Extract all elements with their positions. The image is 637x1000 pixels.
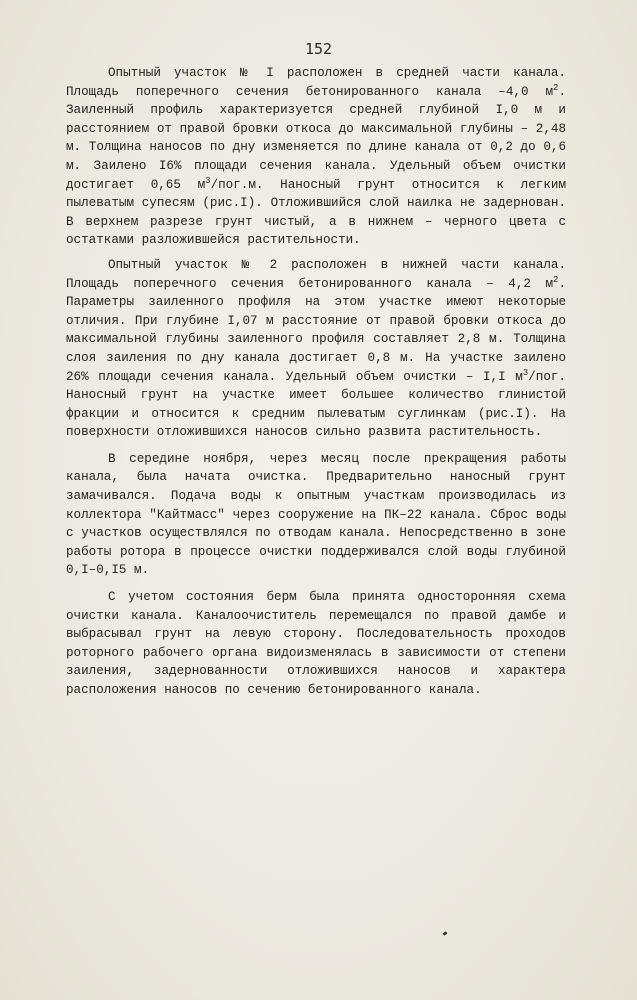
page-number: 152 [304, 40, 333, 58]
superscript: 2 [553, 274, 559, 285]
paragraph-text: Опытный участок № 2 расположен в нижней части канала. Площадь поперечного сечения бетонированного канала – 4,2 м [66, 257, 566, 291]
superscript: 3 [205, 175, 211, 186]
paragraph-text: . Параметры заиленного профиля на этом участке имеют некоторые отличия. При глубине I,07 м расстояние от правой бровки откоса до максимальной глубины заиленного профиля составляет 2,8 м. Толщина слоя заиления по дну канала достигает 0,8 м. На участке заилено 26% площади сечения канала. Удельный объем очистки – I,I м [66, 276, 566, 384]
ink-speck [443, 931, 448, 936]
paragraph-text: /пог. Наносный грунт на участке имеет большее количество глинистой фракции и относится к средним пылеватым суглинкам (рис.I). На поверхности отложившихся наносов сильно развита растительность. [66, 369, 566, 440]
paragraph-cleaning-start: В середине ноября, через месяц после прекращения работы канала, была начата очистка. Предварительно наносный грунт замачивался. Подача воды к опытным участкам производилась из коллектора "Кайтмасс" через сооружение на ПК–22 канала. Сброс воды с участков осуществлялся по отводам канала. Непосредственно в зоне работы ротора в процессе очистки поддерживался слой воды глубиной 0,I–0,I5 м. [66, 451, 566, 578]
paragraph-cleaning-scheme: С учетом состояния берм была принята односторонняя схема очистки канала. Каналоочиститель перемещался по правой дамбе и выбрасывал грунт на левую сторону. Последовательность проходов роторного рабочего органа видоизменялась в зависимости от степени заиления, задернованности отложившихся наносов и характера расположения наносов по сечению бетонированного канала. [66, 590, 566, 697]
document-body [66, 64, 566, 706]
paragraph-plot-2 [66, 256, 566, 442]
paragraph-text: /пог.м. Наносный грунт относится к легким пылеватым супесям (рис.I). Отложившийся слой наилка не задернован. В верхнем разрезе грунт чистый, а в нижнем – черного цвета с остатками разложившейся растительности. [66, 177, 566, 248]
superscript: 2 [553, 82, 559, 93]
paragraph-text: Опытный участок № I расположен в средней части канала. Площадь поперечного сечения бетонированного канала –4,0 м [66, 66, 566, 99]
superscript: 3 [522, 367, 529, 378]
paragraph-text: . Заиленный профиль характеризуется средней глубиной I,0 м и расстоянием от правой бровки откоса до максимальной глубины – 2,48 м. Толщина наносов по дну изменяется по длине канала от 0,2 до 0,6 м. Заилено I6% площади сечения канала. Удельный объем очистки достигает 0,65 м [66, 84, 566, 192]
paragraph-plot-1 [66, 64, 566, 250]
